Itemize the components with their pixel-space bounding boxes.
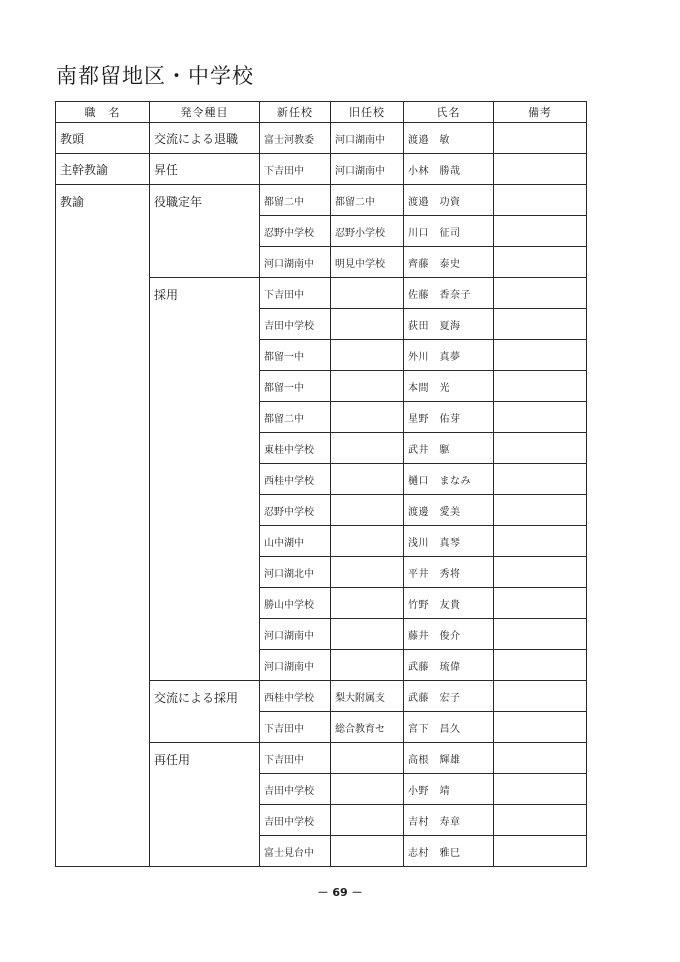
personnel-table — [55, 101, 587, 867]
remarks-cell — [494, 526, 587, 557]
remarks-cell — [494, 123, 587, 154]
name-cell: 高根 輝雄 — [404, 743, 494, 774]
header-new-school: 新任校 — [260, 102, 331, 123]
remarks-cell — [494, 681, 587, 712]
old-school-cell — [331, 402, 404, 433]
name-cell: 吉村 寿章 — [404, 805, 494, 836]
name-cell: 川口 征司 — [404, 216, 494, 247]
header-position: 職 名 — [56, 102, 150, 123]
name-cell: 荻田 夏海 — [404, 309, 494, 340]
old-school-cell — [331, 464, 404, 495]
remarks-cell — [494, 836, 587, 867]
remarks-cell — [494, 433, 587, 464]
header-name: 氏名 — [404, 102, 494, 123]
name-cell: 齊藤 泰史 — [404, 247, 494, 278]
new-school-cell: 西桂中学校 — [260, 464, 331, 495]
name-cell: 小林 勝哉 — [404, 154, 494, 185]
new-school-cell: 都留二中 — [260, 402, 331, 433]
position-cell: 教頭 — [56, 123, 150, 154]
remarks-cell — [494, 402, 587, 433]
remarks-cell — [494, 588, 587, 619]
header-order-type: 発令種目 — [150, 102, 260, 123]
order-type-cell: 再任用 — [150, 743, 260, 867]
name-cell: 外川 真夢 — [404, 340, 494, 371]
new-school-cell: 河口湖南中 — [260, 650, 331, 681]
new-school-cell: 下吉田中 — [260, 278, 331, 309]
new-school-cell: 都留一中 — [260, 340, 331, 371]
remarks-cell — [494, 309, 587, 340]
old-school-cell — [331, 340, 404, 371]
new-school-cell: 忍野中学校 — [260, 495, 331, 526]
remarks-cell — [494, 278, 587, 309]
name-cell: 渡邊 愛美 — [404, 495, 494, 526]
old-school-cell: 都留二中 — [331, 185, 404, 216]
name-cell: 武藤 琉偉 — [404, 650, 494, 681]
new-school-cell: 吉田中学校 — [260, 309, 331, 340]
new-school-cell: 忍野中学校 — [260, 216, 331, 247]
old-school-cell — [331, 650, 404, 681]
new-school-cell: 吉田中学校 — [260, 774, 331, 805]
remarks-cell — [494, 619, 587, 650]
table-row — [56, 123, 587, 154]
name-cell: 星野 佑芽 — [404, 402, 494, 433]
new-school-cell: 富士見台中 — [260, 836, 331, 867]
old-school-cell — [331, 309, 404, 340]
old-school-cell — [331, 495, 404, 526]
old-school-cell — [331, 557, 404, 588]
table-header-row — [56, 102, 587, 123]
table-row — [56, 154, 587, 185]
name-cell: 藤井 俊介 — [404, 619, 494, 650]
old-school-cell — [331, 619, 404, 650]
name-cell: 志村 雅巳 — [404, 836, 494, 867]
order-type-cell: 役職定年 — [150, 185, 260, 278]
new-school-cell: 河口湖南中 — [260, 619, 331, 650]
name-cell: 小野 靖 — [404, 774, 494, 805]
old-school-cell — [331, 743, 404, 774]
new-school-cell: 東桂中学校 — [260, 433, 331, 464]
name-cell: 宮下 昌久 — [404, 712, 494, 743]
remarks-cell — [494, 774, 587, 805]
order-type-cell: 採用 — [150, 278, 260, 681]
new-school-cell: 下吉田中 — [260, 743, 331, 774]
old-school-cell — [331, 588, 404, 619]
page-title: 南都留地区・中学校 — [56, 64, 254, 88]
order-type-cell: 交流による採用 — [150, 681, 260, 743]
name-cell: 佐藤 香奈子 — [404, 278, 494, 309]
new-school-cell: 西桂中学校 — [260, 681, 331, 712]
name-cell: 武藤 宏子 — [404, 681, 494, 712]
name-cell: 渡邉 功資 — [404, 185, 494, 216]
new-school-cell: 都留一中 — [260, 371, 331, 402]
order-type-cell: 昇任 — [150, 154, 260, 185]
old-school-cell: 忍野小学校 — [331, 216, 404, 247]
remarks-cell — [494, 464, 587, 495]
remarks-cell — [494, 650, 587, 681]
new-school-cell: 勝山中学校 — [260, 588, 331, 619]
new-school-cell: 都留二中 — [260, 185, 331, 216]
name-cell: 渡邉 敏 — [404, 123, 494, 154]
name-cell: 竹野 友貴 — [404, 588, 494, 619]
old-school-cell — [331, 774, 404, 805]
remarks-cell — [494, 371, 587, 402]
header-remarks: 備考 — [494, 102, 587, 123]
header-old-school: 旧任校 — [331, 102, 404, 123]
name-cell: 樋口 まなみ — [404, 464, 494, 495]
remarks-cell — [494, 340, 587, 371]
remarks-cell — [494, 247, 587, 278]
new-school-cell: 吉田中学校 — [260, 805, 331, 836]
remarks-cell — [494, 216, 587, 247]
old-school-cell — [331, 805, 404, 836]
table-body — [56, 123, 587, 867]
remarks-cell — [494, 743, 587, 774]
name-cell: 本間 光 — [404, 371, 494, 402]
order-type-cell: 交流による退職 — [150, 123, 260, 154]
old-school-cell: 河口湖南中 — [331, 154, 404, 185]
remarks-cell — [494, 154, 587, 185]
new-school-cell: 山中湖中 — [260, 526, 331, 557]
old-school-cell: 河口湖南中 — [331, 123, 404, 154]
name-cell: 浅川 真琴 — [404, 526, 494, 557]
old-school-cell — [331, 526, 404, 557]
remarks-cell — [494, 805, 587, 836]
old-school-cell: 明見中学校 — [331, 247, 404, 278]
remarks-cell — [494, 712, 587, 743]
old-school-cell — [331, 371, 404, 402]
page-number: － 69 － — [317, 886, 363, 899]
name-cell: 武井 駆 — [404, 433, 494, 464]
new-school-cell: 河口湖南中 — [260, 247, 331, 278]
old-school-cell — [331, 836, 404, 867]
table-row — [56, 185, 587, 216]
new-school-cell: 河口湖北中 — [260, 557, 331, 588]
old-school-cell: 梨大附属支 — [331, 681, 404, 712]
new-school-cell: 下吉田中 — [260, 154, 331, 185]
new-school-cell: 下吉田中 — [260, 712, 331, 743]
old-school-cell — [331, 433, 404, 464]
old-school-cell — [331, 278, 404, 309]
position-cell: 教諭 — [56, 185, 150, 867]
remarks-cell — [494, 185, 587, 216]
remarks-cell — [494, 495, 587, 526]
new-school-cell: 富士河教委 — [260, 123, 331, 154]
position-cell: 主幹教諭 — [56, 154, 150, 185]
remarks-cell — [494, 557, 587, 588]
old-school-cell: 総合教育セ — [331, 712, 404, 743]
name-cell: 平井 秀将 — [404, 557, 494, 588]
